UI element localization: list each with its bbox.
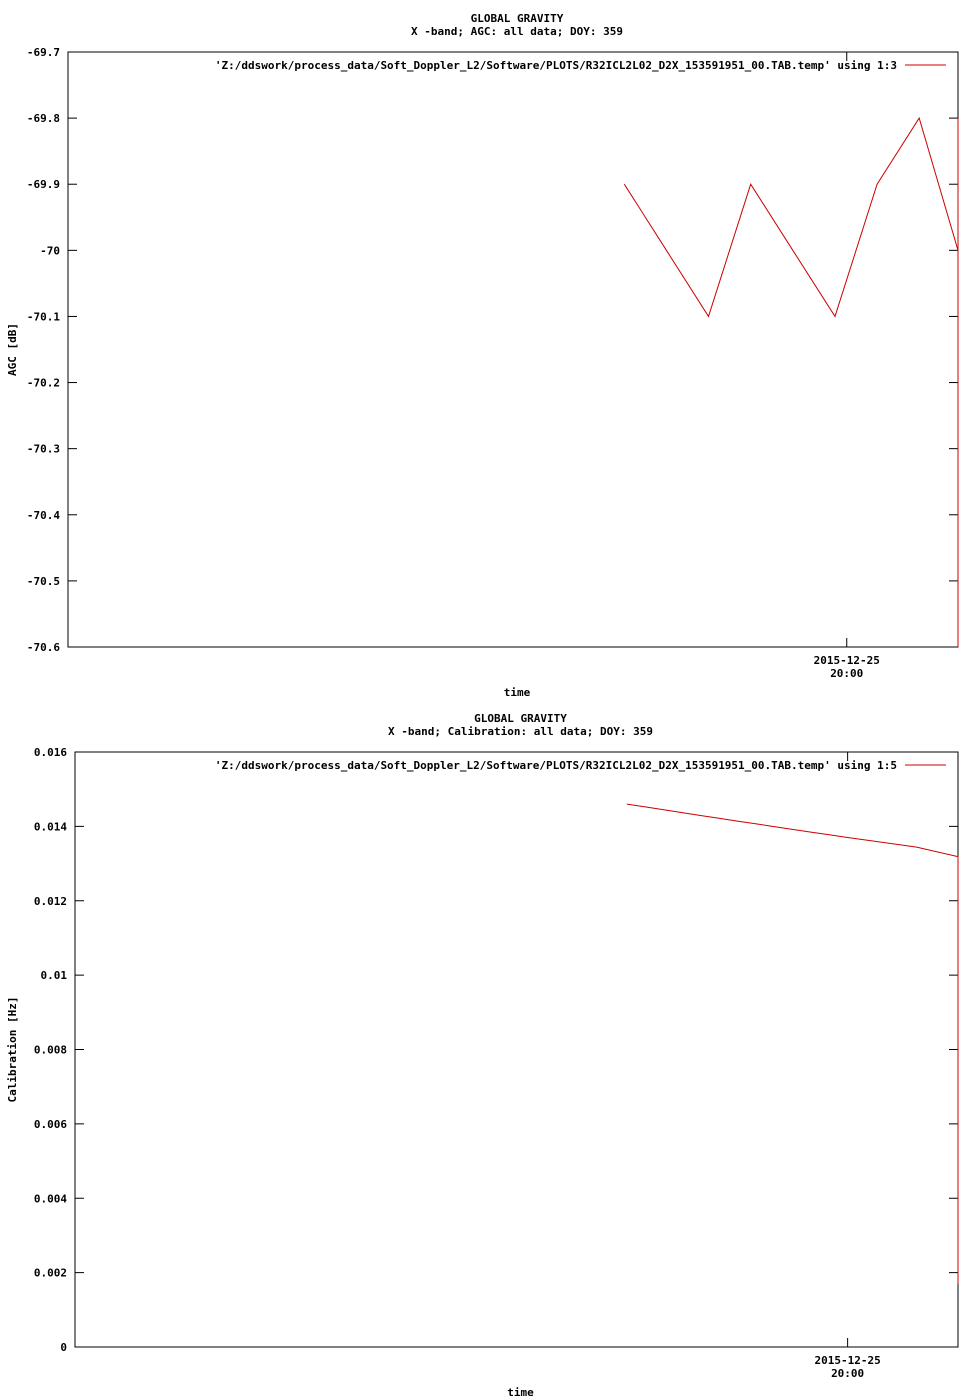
y-tick-label: 0.008 — [33, 1043, 67, 1057]
legend-label: 'Z:/ddswork/process_data/Soft_Doppler_L2/Software/PLOTS/R32ICL2L02_D2X_153591951_00.TAB.temp' using 1:3 — [214, 59, 897, 72]
y-axis-label: AGC [dB] — [6, 323, 19, 376]
y-axis-label: Calibration [Hz] — [6, 996, 19, 1103]
y-tick-label: -70.4 — [26, 508, 60, 522]
plot-frame — [75, 752, 958, 1347]
y-tick-label: -69.9 — [26, 178, 60, 192]
y-tick-label: 0.01 — [40, 969, 67, 983]
chart-title: GLOBAL GRAVITY — [470, 12, 564, 25]
y-tick-label: 0.004 — [33, 1192, 67, 1206]
chart-subtitle: X -band; AGC: all data; DOY: 359 — [411, 25, 623, 38]
y-tick-label: -70.1 — [26, 310, 60, 324]
y-tick-label: 0 — [60, 1341, 67, 1354]
y-tick-label: -70.6 — [26, 641, 60, 654]
y-tick-label: -70 — [40, 244, 60, 258]
y-tick-label: -70.2 — [26, 376, 60, 390]
x-tick-time: 20:00 — [831, 1367, 865, 1380]
legend-label: 'Z:/ddswork/process_data/Soft_Doppler_L2/Software/PLOTS/R32ICL2L02_D2X_153591951_00.TAB.temp' using 1:5 — [214, 759, 897, 772]
data-series-line — [627, 804, 958, 1284]
y-tick-label: 0.012 — [33, 894, 67, 908]
y-tick-label: 0.016 — [33, 746, 67, 759]
data-series-line — [624, 118, 958, 647]
x-axis-label: time — [507, 1386, 534, 1399]
x-tick-time: 20:00 — [830, 667, 864, 680]
y-tick-label: 0.002 — [33, 1266, 67, 1280]
y-tick-label: 0.006 — [33, 1117, 67, 1131]
y-tick-label: -69.7 — [26, 46, 60, 59]
plot-frame — [68, 52, 958, 647]
y-tick-label: 0.014 — [33, 820, 67, 834]
chart-subtitle: X -band; Calibration: all data; DOY: 359 — [388, 725, 653, 738]
x-axis-label: time — [503, 686, 531, 699]
y-tick-label: -70.5 — [26, 574, 60, 588]
y-tick-label: -70.3 — [26, 442, 60, 456]
x-tick-date: 2015-12-25 — [814, 1354, 881, 1367]
y-tick-label: -69.8 — [26, 112, 60, 126]
chart-title: GLOBAL GRAVITY — [474, 712, 567, 725]
x-tick-date: 2015-12-25 — [813, 654, 880, 667]
